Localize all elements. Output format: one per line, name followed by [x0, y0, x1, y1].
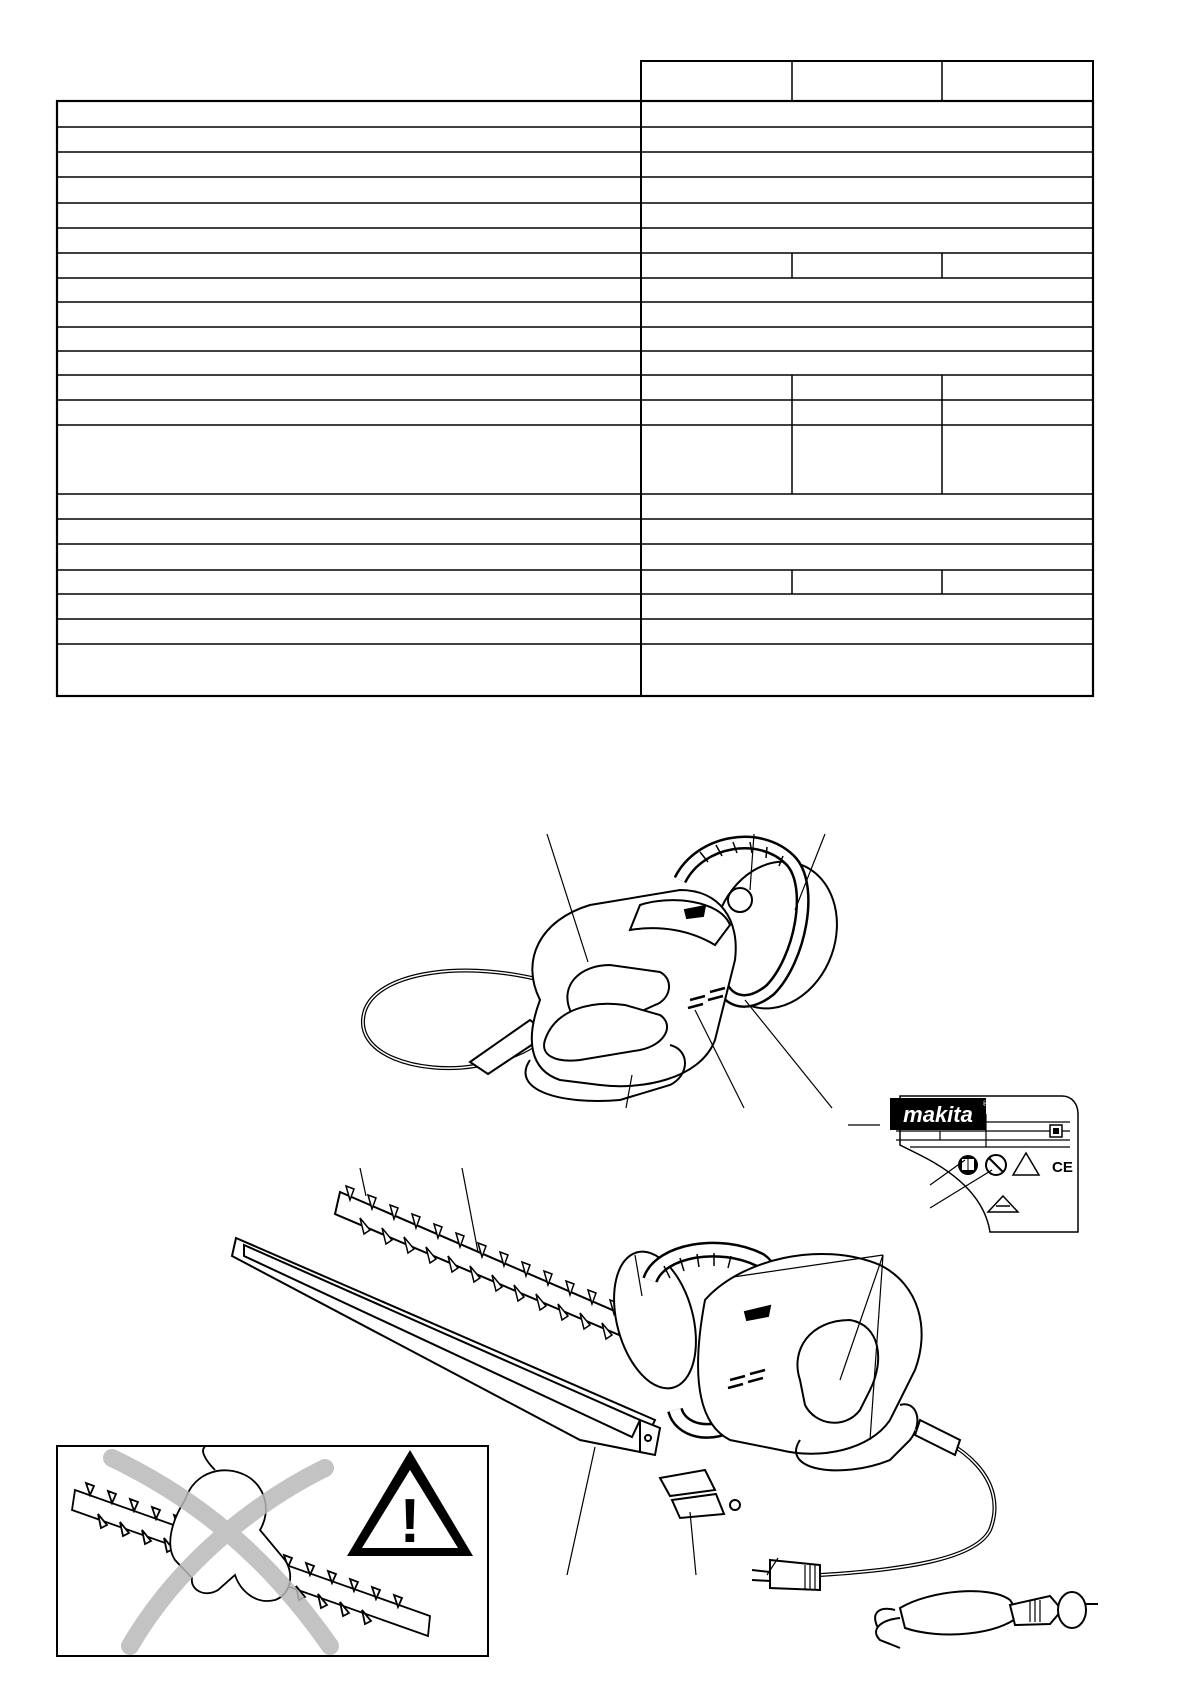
- rating-label: [890, 1096, 1078, 1232]
- registered-mark: ®: [982, 1100, 989, 1108]
- plug-adapter: [875, 1591, 1098, 1648]
- warning-symbol: !: [399, 1487, 421, 1556]
- hedge-trimmer-rear-view: [363, 842, 857, 1101]
- warning-panel: [57, 1446, 488, 1656]
- brand-label: makita: [903, 1102, 973, 1127]
- ce-mark: CE: [1052, 1159, 1073, 1176]
